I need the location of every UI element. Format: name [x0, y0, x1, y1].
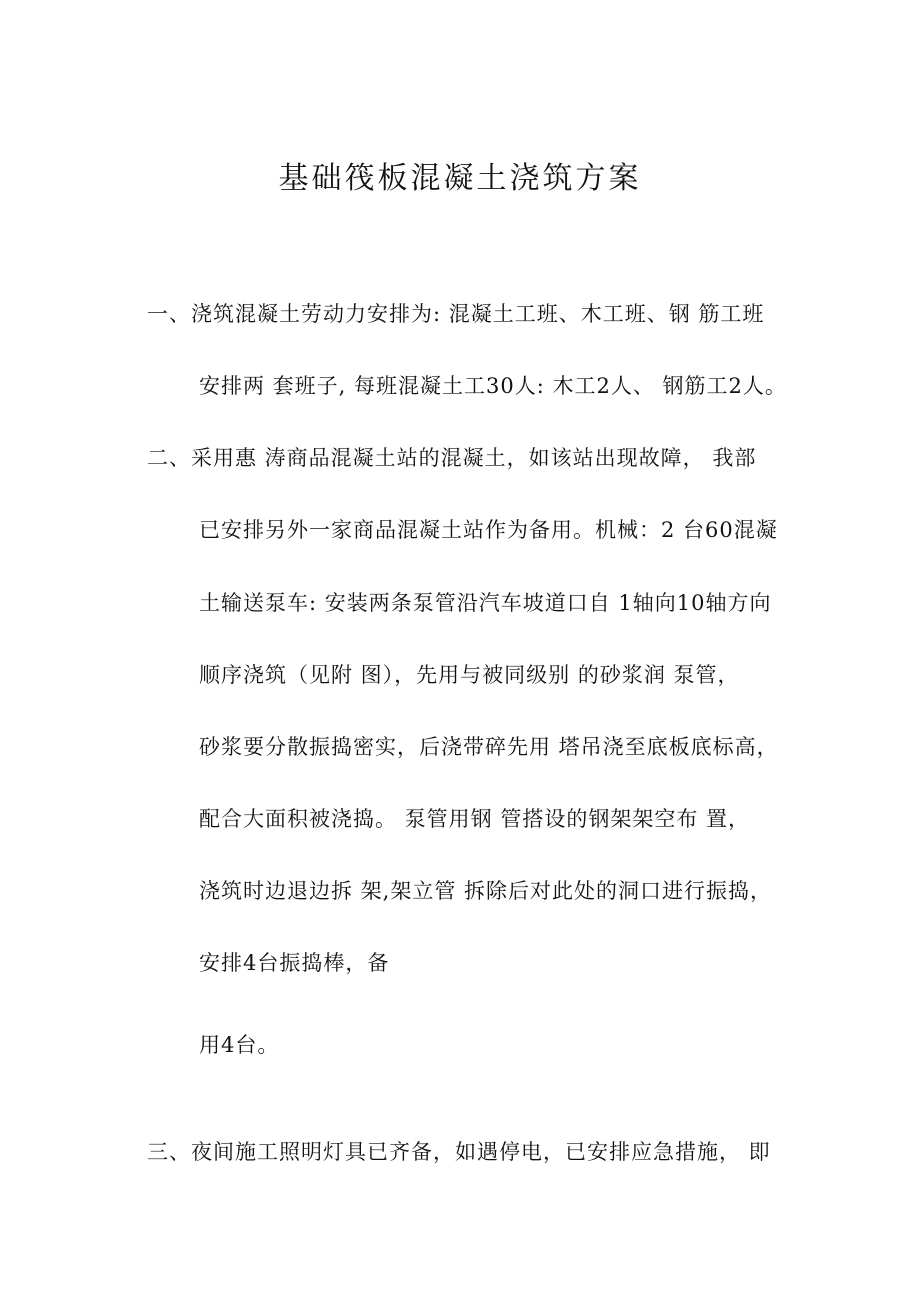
section-3-line-1: 三、夜间施工照明灯具已齐备，如遇停电，已安排应急措施， 即: [147, 1140, 771, 1164]
section-2-line-3: 土输送泵车: 安装两条泵管沿汽车坡道口自 1轴向10轴方向: [199, 591, 772, 615]
document-title: 基础筏板混凝土浇筑方案: [278, 161, 642, 196]
section-2-line-6: 配合大面积被浇捣。 泵管用钢 管搭设的钢架架空布 置，: [199, 807, 751, 831]
section-1-line-2: 安排两 套班子, 每班混凝土工30人: 木工2人、 钢筋工2人。: [199, 374, 787, 398]
section-2-line-8: 安排4台振捣棒，备: [199, 951, 390, 975]
section-2-line-5: 砂浆要分散振捣密实，后浇带碎先用 塔吊浇至底板底标高，: [199, 735, 779, 759]
section-2-line-7: 浇筑时边退边拆 架,架立管 拆除后对此处的洞口进行振捣，: [199, 879, 773, 903]
section-2-line-9: 用4台。: [199, 1033, 280, 1057]
section-2-line-2: 已安排另外一家商品混凝土站作为备用。机械：2 台60混凝: [199, 518, 778, 542]
section-1-line-1: 一、浇筑混凝土劳动力安排为: 混凝土工班、木工班、钢 筋工班: [147, 302, 765, 326]
section-2-line-4: 顺序浇筑（见附 图），先用与被同级别 的砂浆润 泵管，: [199, 663, 740, 687]
section-2-line-1: 二、采用惠 涛商品混凝土站的混凝土，如该站出现故障， 我部: [147, 446, 757, 470]
